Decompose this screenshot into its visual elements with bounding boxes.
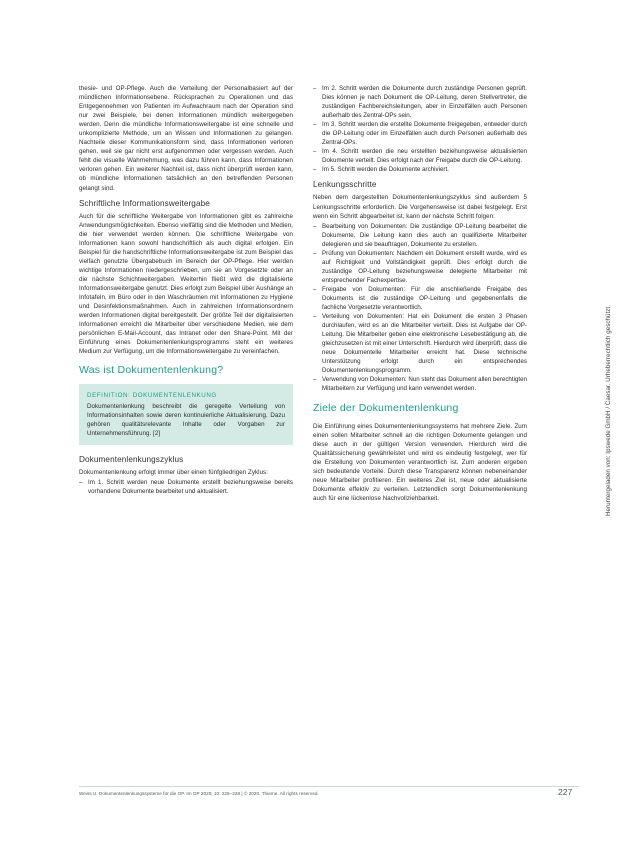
dash-bullet: –: [313, 313, 317, 321]
control-steps-list: [313, 222, 527, 394]
heading-control-steps: Lenkungsschritte: [313, 180, 377, 190]
heading-goals: Ziele der Dokumentenlenkung: [313, 401, 459, 414]
left-column: [79, 84, 293, 502]
dash-bullet: –: [79, 479, 83, 487]
dash-bullet: –: [313, 148, 317, 156]
list-item: – Im 2. Schritt werden die Dokumente durch zuständige Personen geprüft. Dies können je nach Dokument die OP-Leitung, deren Stellvertreter, die zuständigen Fachbereichsleitungen, aber in Einzelfällen auch Personen außerhalb des Zentral-OPs sein.: [313, 85, 527, 120]
list-item: – Im 1. Schritt werden neue Dokumente erstellt beziehungsweise bereits vorhandene Dokumente bearbeitet und aktualisiert.: [79, 479, 293, 496]
list-item: – Verteilung von Dokumenten: Hat ein Dokument die ersten 3 Phasen durchlaufen, wird es an die Mitarbeiter verteilt. Dies ist Aufgabe der OP-Leitung. Die Mitarbeiter geben eine elektronische Lesebestätigung ab, die gleichzusetzen ist mit einer Unterschrift. Hierdurch wird überprüft, dass die neue Dokumentelle Mitarbeiter erreicht hat. Diese technische Unterstützung erfolgt durch ein entsprechendes Dokumentenlenkungsprogramm.: [313, 313, 527, 375]
dash-bullet: –: [313, 376, 317, 384]
written-information-paragraph: Auch für die schriftliche Weitergabe von Informationen gibt es zahlreiche Anwendungsmöglichkeiten. Ebenso vielfältig sind die Methoden und Medien, die hier verwendet werden können. Die schriftliche Weitergabe von Informationen kann sowohl handschriftlich als auch digital erfolgen. Ein Beispiel für die handschriftliche Informationsweitergabe ist zum Beispiel das vielfach genutzte Übergabebuch im Bereich der OP-Pflege. Hier werden wichtige Informationen niedergeschrieben, um sie an Vorgesetzte oder an die nächste Schichtweitergaben. Weiterhin fließt wird die digitalisierte Informationsweitergabe genutzt. Dies erfolgt zum Beispiel über Aushänge an Infotafeln, im Büro oder in den Waschräumen mit Informationen zu Hygiene und Desinfektionsmaßnahmen. Auch in zahlreichen Informationsordnern werden Informationen digital bereitgestellt. Der größte Teil der digitalisierten Informationen erreicht die Mitarbeiter über verschiedene Medien, wie dem persönlichen E-Mail-Account, das Intranet oder den Share-Point. Mit der Einführung eines Dokumentenlenkungsprogramms steht ein weiteres Medium zur Verfügung, um die Informationsweitergabe zu vereinfachen.: [79, 212, 293, 356]
list-item: – Freigabe von Dokumenten: Für die anschließende Freigabe des Dokuments ist die zuständige OP-Leitung und gegebenenfalls die fachliche Vorgesetzte verantwortlich.: [313, 285, 527, 312]
footer-divider: [79, 786, 579, 787]
list-item: – Verwendung von Dokumenten: Nun steht das Dokument allen berechtigten Mitarbeitern zur Verfügung und kann verwendet werden.: [313, 376, 528, 393]
steps-intro: Neben dem dargestellten Dokumentenlenkungszyklus sind außerdem 5 Lenkungsschritte erforderlich. Die Vorgehensweise ist dabei festgelegt. Erst wenn ein Schritt abgearbeitet ist, kann der nächste Schritt folgen:: [313, 194, 527, 220]
list-item: – Im 5. Schritt werden die Dokumente archiviert.: [313, 166, 449, 174]
goals-paragraph: Die Einführung eines Dokumentenlenkungssystems hat mehrere Ziele. Zum einen sollen Mitarbeiter schnell an die richtigen Dokumente gelangen und diese auch in der gültigen Version verwenden. Hierdurch wird die Qualitätssicherung gewährleistet und wird es eindeutig festgelegt, wer für die Erstellung von Dokumenten verantwortlich ist. Zum anderen ergeben sich bedeutende Vorteile. Durch diese Transparenz können nebeneinander neue Mitarbeiter profitieren. Ein weiteres Ziel ist, neue oder aktualisierte Dokumente effektiv zu verteilen. Letztendlich sorgt Dokumentenlenkung auch für eine lückenlose Nachvollziehbarkeit.: [313, 422, 527, 502]
dash-bullet: –: [313, 285, 317, 293]
page-number: 227: [558, 787, 573, 797]
definition-title: DEFINITION: DOKUMENTENLENKUNG: [87, 392, 217, 400]
dash-bullet: –: [313, 222, 317, 230]
cycle-steps-left-list: [79, 478, 293, 496]
list-item: – Bearbeitung von Dokumenten: Die zuständige OP-Leitung bearbeitet die Dokumente. Die Leitung kann dies auch an qualifizierte Mitarbeiter delegieren und sie beauftragen, Dokumente zu erstellen.: [313, 222, 527, 248]
download-notice-text: Heruntergeladen von: Ipswede GmbH / Caesar. Urheberrechtlich geschützt.: [604, 304, 612, 516]
cycle-intro: Dokumentenlenkung erfolgt immer über einen fünfgliedrigen Zyklus:: [79, 469, 268, 477]
definition-text: Dokumentenlenkung beschreibt die geregelte Verteilung von Informationsinhalten sowie deren kontinuierliche Aktualisierung. Dazu gehören qualitätsrelevante Inhalte oder Vorgaben zur Unternehmensführung. [2]: [87, 403, 285, 438]
dash-bullet: –: [313, 121, 317, 129]
download-notice: [602, 200, 614, 620]
dash-bullet: –: [313, 85, 317, 92]
right-column: [313, 84, 527, 509]
list-item: – Prüfung von Dokumenten: Nachdem ein Dokument erstellt wurde, wird es auf Richtigkeit und Vollständigkeit geprüft. Dies erfolgt durch die zuständige OP-Leitung beziehungsweise delegierte Mitarbeiter mit entsprechender Fachexpertise.: [313, 249, 527, 284]
heading-written-information: Schriftliche Informationsweitergabe: [79, 198, 210, 208]
list-item: – Im 3. Schritt werden die erstellte Dokumente freigegeben, entweder durch die OP-Leitung oder im Einzelfällen auch durch Personen außerhalb des Zentral-OPs.: [313, 121, 527, 147]
dash-bullet: –: [313, 166, 317, 174]
heading-what-is-document-control: Was ist Dokumentenlenkung?: [79, 364, 224, 377]
list-item: – Im 4. Schritt werden die neu erstellten beziehungsweise aktualisierten Dokumente verteilt. Dies erfolgt nach der Freigabe durch die OP-Leitung.: [313, 148, 527, 165]
footer-citation: Weiss U. Dokumentenlenkungssysteme für die OP. Im OP 2020; 10: 225–228 | © 2020. Thieme. All rights reserved.: [79, 791, 319, 796]
intro-paragraph: thesie- und OP-Pflege. Auch die Verteilung der Personalbasiert auf der mündlichen Informationsebene. Rücksprachen zu Operationen und das Entgegennehmen von Patienten im Aufwachraum nach der Operation sind nur zwei Beispiele, bei denen Informationen mündlich weitergegeben werden. Denn die mündliche Informationsweitergabe ist eine schnelle und unkomplizierte Methode, um an Wissen und Informationen zu gelangen. Nachteile dieser Kommunikationsform sind, dass Informationen verloren gehen, weil sie gar nicht erst aufgenommen oder vergessen werden. Auch fehlt die visuelle Wahrnehmung, was dazu führen kann, dass Informationen verloren gehen. Ein weiterer Nachteil ist, dass nicht überprüft werden kann, ob mündliche Informationen tatsächlich an den betreffenden Personen gelangt sind.: [79, 85, 293, 192]
definition-box: [79, 384, 293, 445]
cycle-steps-right-list: [313, 84, 527, 174]
heading-document-cycle: Dokumentenlenkungszyklus: [79, 455, 184, 465]
dash-bullet: –: [313, 249, 317, 257]
